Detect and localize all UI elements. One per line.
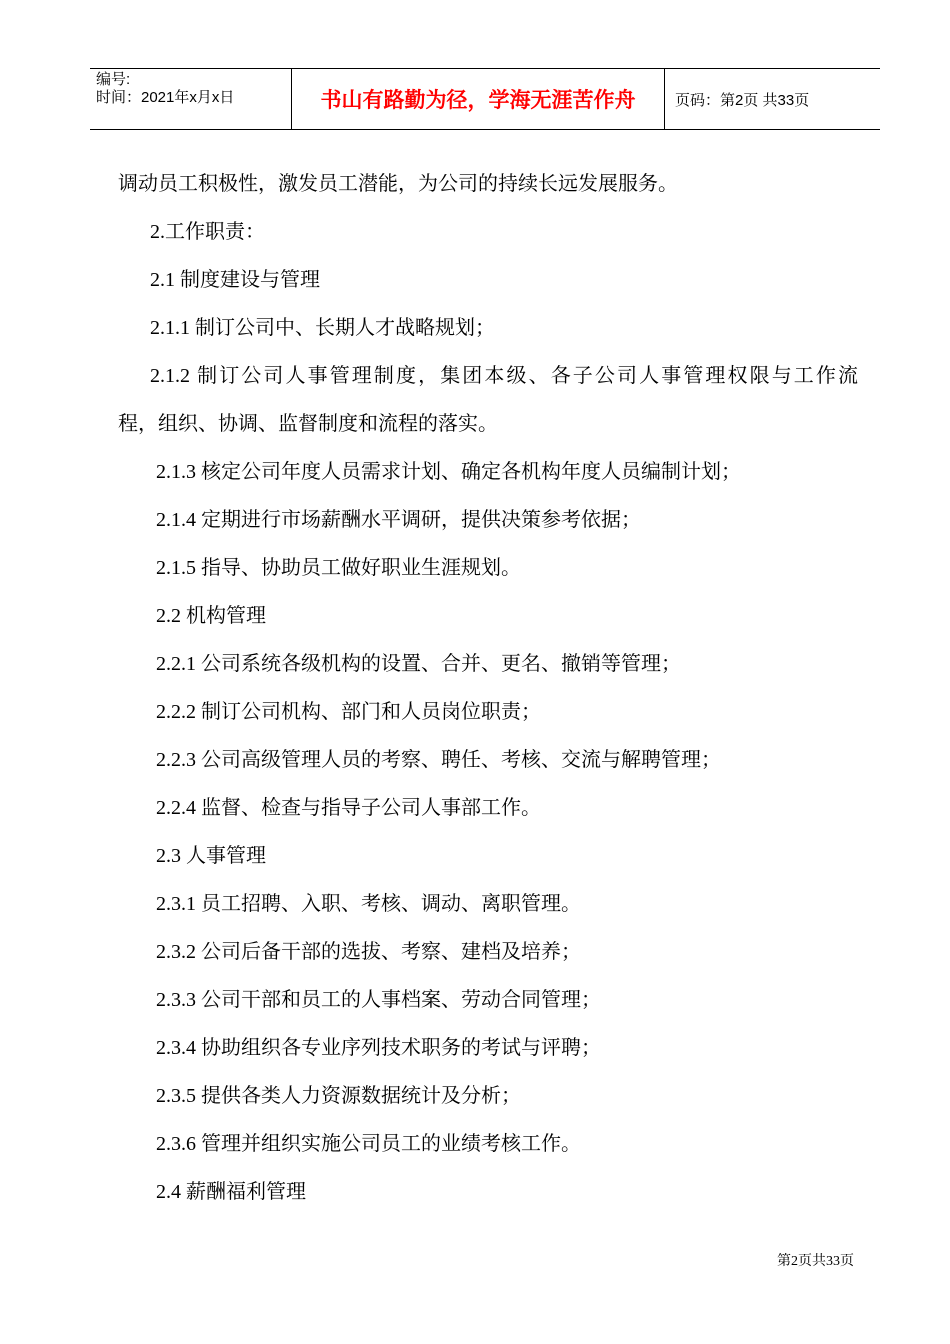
list-item: 2.2.4 监督、检查与指导子公司人事部工作。 bbox=[156, 797, 541, 819]
list-item: 2.3.3 公司干部和员工的人事档案、劳动合同管理； bbox=[156, 989, 601, 1011]
body-line: 调动员工积极性，激发员工潜能，为公司的持续长远发展服务。 bbox=[118, 173, 678, 195]
list-item: 2.1.5 指导、协助员工做好职业生涯规划。 bbox=[156, 557, 521, 579]
code-label: 编号: bbox=[96, 71, 131, 88]
list-item: 2.2.3 公司高级管理人员的考察、聘任、考核、交流与解聘管理； bbox=[156, 749, 721, 771]
list-item: 2.3.4 协助组织各专业序列技术职务的考试与评聘； bbox=[156, 1037, 601, 1059]
list-item: 2.3.5 提供各类人力资源数据统计及分析； bbox=[156, 1085, 521, 1107]
page-footer: 第2页共33页 bbox=[777, 1254, 854, 1269]
list-item: 2.1.4 定期进行市场薪酬水平调研，提供决策参考依据； bbox=[156, 509, 641, 531]
list-item: 2.2.2 制订公司机构、部门和人员岗位职责； bbox=[156, 701, 541, 723]
list-item: 2.3.6 管理并组织实施公司员工的业绩考核工作。 bbox=[156, 1133, 581, 1155]
time-label: 时间：2021年x月x日 bbox=[96, 89, 235, 106]
list-item: 2.1.3 核定公司年度人员需求计划、确定各机构年度人员编制计划； bbox=[156, 461, 741, 483]
header-page-info: 页码：第2页 共33页 bbox=[675, 91, 810, 109]
list-item: 2.1.2 制订公司人事管理制度，集团本级、各子公司人事管理权限与工作流 bbox=[150, 365, 858, 387]
list-item: 2.3.1 员工招聘、入职、考核、调动、离职管理。 bbox=[156, 893, 581, 915]
list-item: 2.2.1 公司系统各级机构的设置、合并、更名、撤销等管理； bbox=[156, 653, 681, 675]
list-item: 2.1.1 制订公司中、长期人才战略规划； bbox=[150, 317, 495, 339]
section-heading: 2.工作职责： bbox=[150, 221, 265, 243]
document-body bbox=[118, 160, 858, 1216]
list-item: 2.3.2 公司后备干部的选拔、考察、建档及培养； bbox=[156, 941, 581, 963]
subsection-heading: 2.3 人事管理 bbox=[156, 845, 266, 867]
header-meta bbox=[90, 69, 292, 129]
subsection-heading: 2.2 机构管理 bbox=[156, 605, 266, 627]
page-header bbox=[90, 68, 880, 130]
list-item-continuation: 程，组织、协调、监督制度和流程的落实。 bbox=[118, 413, 498, 435]
subsection-heading: 2.4 薪酬福利管理 bbox=[156, 1181, 306, 1203]
subsection-heading: 2.1 制度建设与管理 bbox=[150, 269, 320, 291]
header-motto: 书山有路勤为径，学海无涯苦作舟 bbox=[292, 69, 665, 129]
